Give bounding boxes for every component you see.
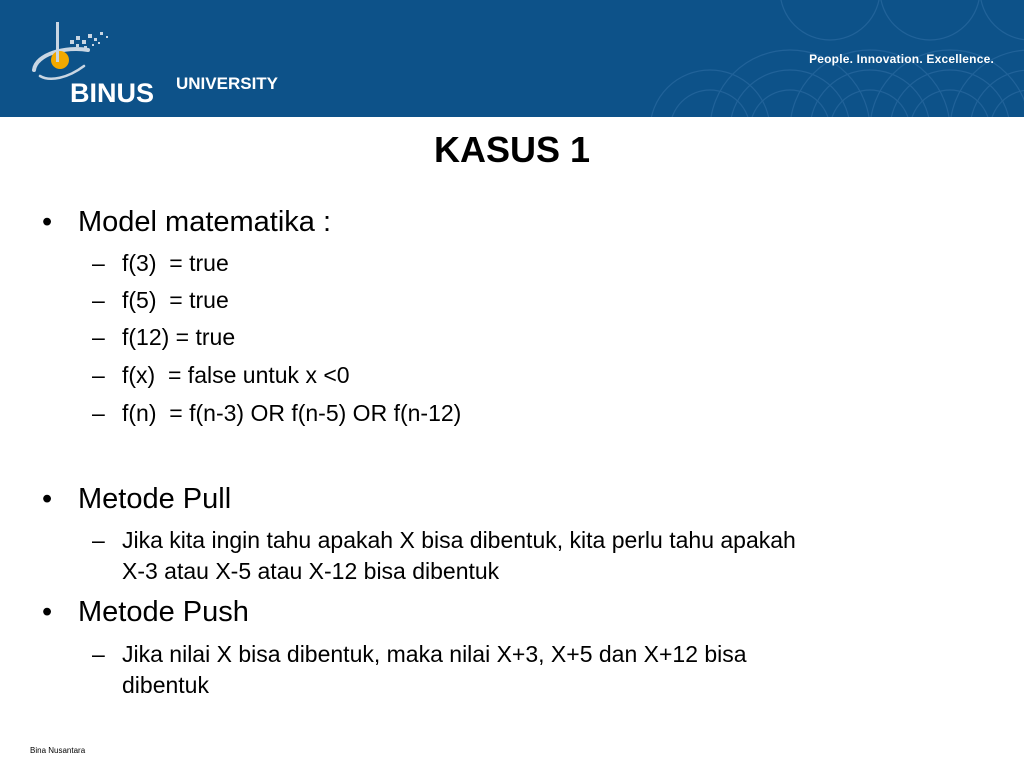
sub-item-text-line1: Jika nilai X bisa dibentuk, maka nilai X+3, X+5 dan X+12 bisa	[122, 641, 747, 667]
dash-icon: –	[92, 362, 105, 388]
sub-item-text: f(5) = true	[122, 287, 229, 313]
sub-item-text-line2: dibentuk	[122, 672, 209, 698]
sub-item-text: f(3) = true	[122, 250, 229, 276]
sub-item-text-line2: X-3 atau X-5 atau X-12 bisa dibentuk	[122, 558, 500, 584]
bullet-label: Model matematika :	[78, 206, 332, 238]
sub-item-text: f(12) = true	[122, 324, 236, 350]
logo-text-university: UNIVERSITY	[176, 74, 279, 93]
dash-icon: –	[92, 324, 105, 350]
logo-text-binus: BINUS	[70, 78, 155, 108]
dash-icon: –	[92, 250, 105, 276]
dash-icon: –	[92, 400, 105, 426]
bullet-icon: •	[42, 596, 53, 628]
sub-item-text-line1: Jika kita ingin tahu apakah X bisa dibentuk, kita perlu tahu apakah	[122, 527, 796, 553]
bullet-label: Metode Push	[78, 596, 249, 628]
bullet-icon: •	[42, 206, 53, 238]
dash-icon: –	[92, 287, 105, 313]
dash-icon: –	[92, 527, 105, 553]
header-bar	[0, 0, 1024, 117]
header-tagline: People. Innovation. Excellence.	[809, 52, 994, 66]
footer-text: Bina Nusantara	[30, 746, 86, 755]
slide-title: KASUS 1	[433, 129, 591, 170]
dash-icon: –	[92, 641, 105, 667]
bullet-icon: •	[42, 483, 53, 515]
binus-logo	[26, 20, 326, 108]
sub-item-text: f(x) = false untuk x <0	[122, 362, 350, 388]
sub-item-text: f(n) = f(n-3) OR f(n-5) OR f(n-12)	[122, 400, 462, 426]
bullet-label: Metode Pull	[78, 483, 232, 515]
